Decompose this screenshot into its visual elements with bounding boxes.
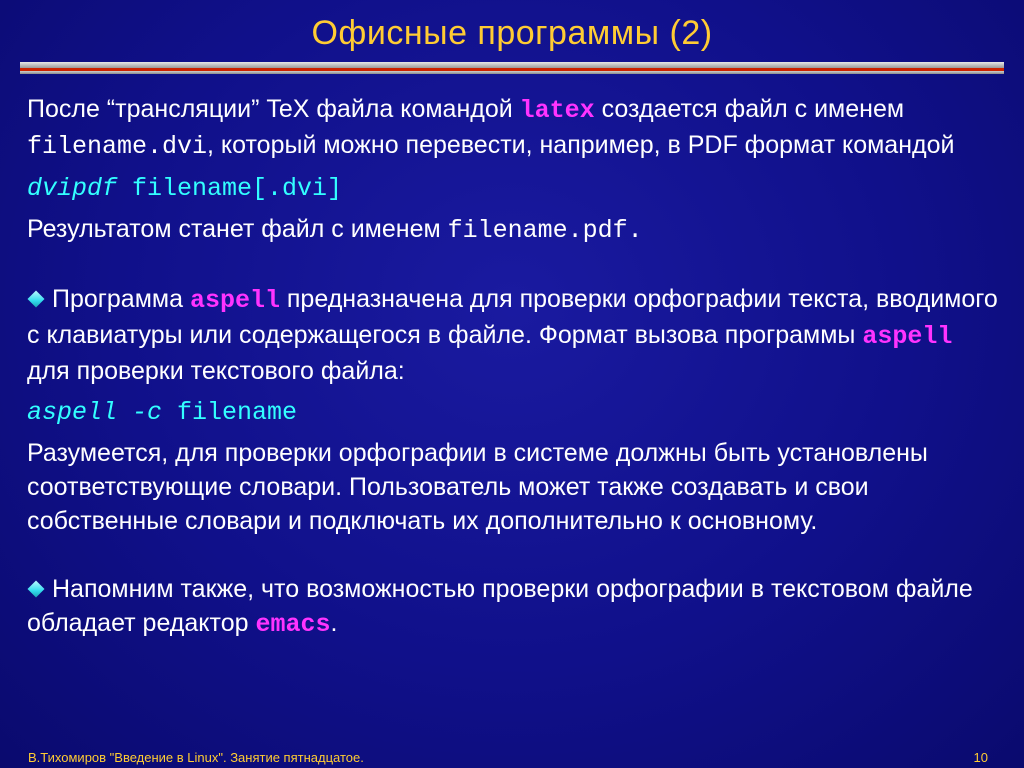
code-args: filename [162,398,298,427]
slide-body [27,92,1002,642]
divider-bottom-line [20,71,1004,74]
diamond-bullet-icon [28,290,45,307]
text: создается файл с именем [594,95,905,123]
command-emacs: emacs [255,610,331,639]
text: Результатом станет файл с именем [27,215,448,243]
code-command: dvipdf [27,174,118,203]
text: Разумеется, для проверки орфографии в системе должны быть установлены соответствующие словари. Пользователь может также создавать и свои собственные словари и подключать их дополнительно к основному. [27,439,928,535]
command-aspell: aspell [862,322,953,351]
code-aspell [27,394,1002,430]
command-aspell: aspell [189,286,280,315]
paragraph-result [27,212,1002,248]
text: . [330,609,338,637]
text: Программа [52,285,190,313]
text: Напомним также, что возможностью проверки орфографии в текстовом файле обладает редактор [27,575,973,637]
paragraph-dictionaries [27,436,1002,538]
slide-title: Офисные программы (2) [311,14,713,52]
code-dvipdf [27,170,1002,206]
code-command: aspell -c [27,398,163,427]
text: , который можно перевести, например, в PDF формат командой [207,131,955,159]
paragraph-latex [27,92,1002,164]
filename-dvi: filename.dvi [27,132,208,161]
command-latex: latex [519,96,595,125]
paragraph-emacs [27,572,1002,642]
page-number: 10 [973,750,988,765]
title-divider [20,62,1004,78]
footer-author: В.Тихомиров "Введение в Linux". Занятие пятнадцатое. [28,750,364,765]
text: После “трансляции” TeX файла командой [27,95,520,123]
code-args: filename[.dvi] [117,174,343,203]
paragraph-aspell [27,282,1002,388]
text: для проверки текстового файла: [27,357,405,385]
text: предназначена для проверки орфографии текста, вводимого с клавиатуры или содержащегося в файле. Формат вызова программы [27,285,998,349]
filename-pdf: filename.pdf. [447,216,643,245]
diamond-bullet-icon [28,580,45,597]
